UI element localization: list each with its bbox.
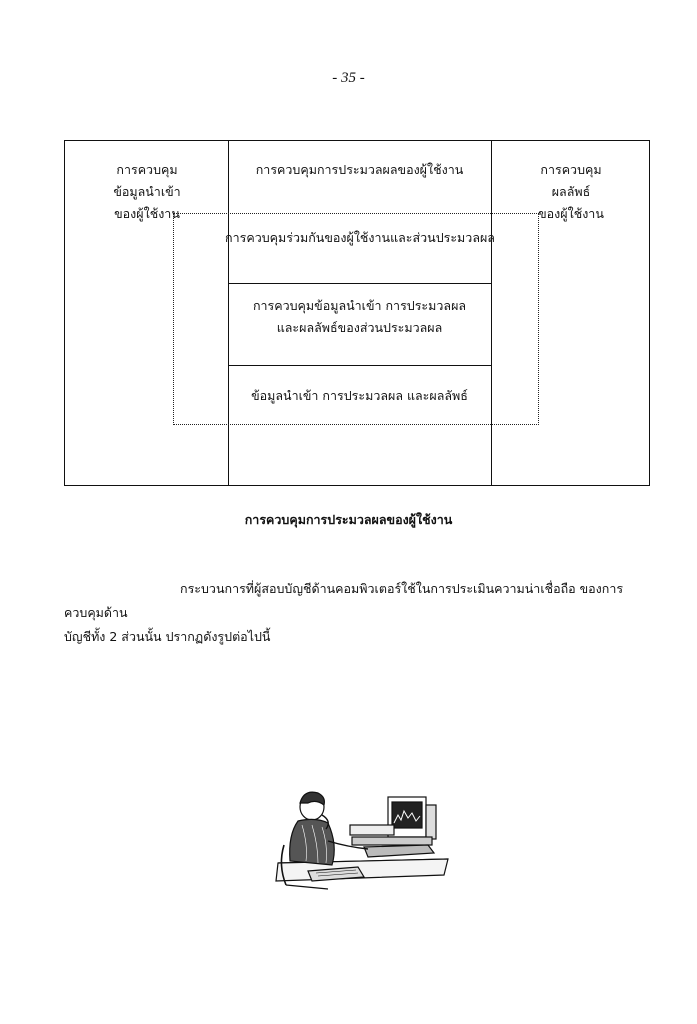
paragraph-line2: บัญชีทั้ง 2 ส่วนนั้น ปรากฏดังรูปต่อไปนี้ <box>64 629 271 644</box>
page-number: - 35 - <box>332 70 365 86</box>
processing-control-line1: การควบคุมข้อมูลนำเข้า การประมวลผล <box>252 298 467 313</box>
left-column-line2: ข้อมูลนำเข้า <box>113 184 181 199</box>
paragraph-line1: กระบวนการที่ผู้สอบบัญชีด้านคอมพิวเตอร์ใช้ในการประเมินความน่าเชื่อถือ ของการควบคุมด้าน <box>64 581 624 620</box>
right-column-label <box>496 159 646 225</box>
left-column-label <box>72 159 222 225</box>
user-processing-control-diagram <box>64 140 650 486</box>
person-at-computer-icon <box>268 785 450 897</box>
body-paragraph <box>64 577 650 649</box>
right-column-line1: การควบคุม <box>540 162 602 177</box>
processing-control-label <box>228 295 491 339</box>
left-column-line1: การควบคุม <box>116 162 178 177</box>
core-processing-label: ข้อมูลนำเข้า การประมวลผล และผลลัพธ์ <box>251 388 468 403</box>
joint-control-label: การควบคุมร่วมกันของผู้ใช้งานและส่วนประมวลผล <box>225 230 495 245</box>
right-column-line3: ของผู้ใช้งาน <box>538 206 604 221</box>
diagram-caption: การควบคุมการประมวลผลของผู้ใช้งาน <box>244 512 453 527</box>
left-column-line3: ของผู้ใช้งาน <box>114 206 180 221</box>
processing-control-line2: และผลลัพธ์ของส่วนประมวลผล <box>276 320 443 335</box>
right-column-line2: ผลลัพธ์ <box>551 184 591 199</box>
center-top-label: การควบคุมการประมวลผลของผู้ใช้งาน <box>255 162 464 177</box>
